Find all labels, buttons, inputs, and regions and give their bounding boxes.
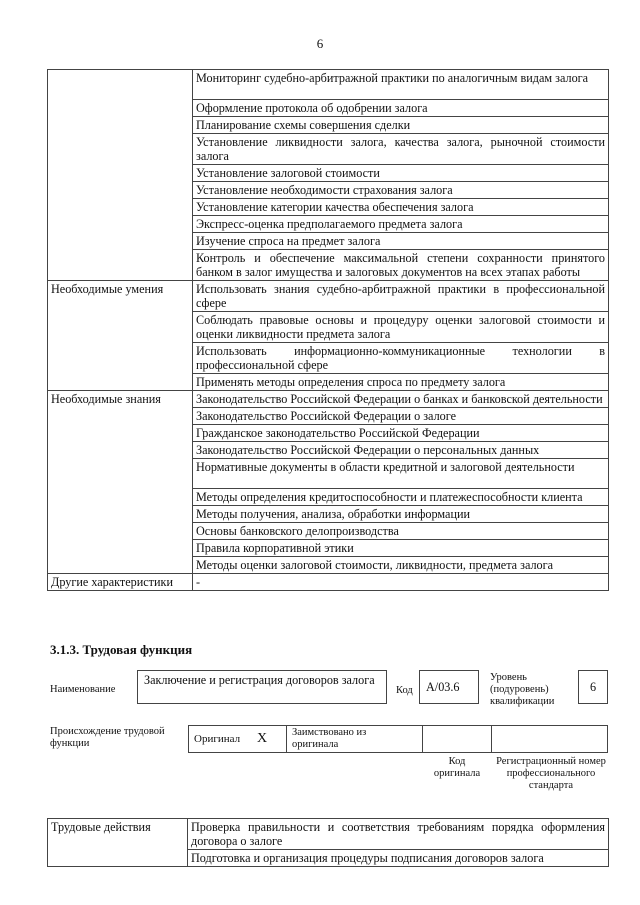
list-item: Применять методы определения спроса по предмету залога	[193, 374, 609, 391]
list-item: Гражданское законодательство Российской Федерации	[193, 425, 609, 442]
actions-table	[47, 818, 609, 867]
list-item: Установление необходимости страхования залога	[193, 182, 609, 199]
name-label: Наименование	[50, 684, 116, 695]
list-item: Использовать знания судебно-арбитражной практики в профессиональной сфере	[193, 281, 609, 312]
list-item: Нормативные документы в области кредитной и залоговой деятельности	[193, 459, 609, 489]
list-item: Методы оценки залоговой стоимости, ликвидности, предмета залога	[193, 557, 609, 574]
list-item: Законодательство Российской Федерации о персональных данных	[193, 442, 609, 459]
other-characteristics-value: -	[193, 574, 609, 591]
list-item: Контроль и обеспечение максимальной степени сохранности принятого банком в залог имущества и залоговых документов на всех этапах работы	[193, 250, 609, 281]
list-item: Установление категории качества обеспечения залога	[193, 199, 609, 216]
list-item: Мониторинг судебно-арбитражной практики по аналогичным видам залога	[193, 70, 609, 100]
list-item: Оформление протокола об одобрении залога	[193, 100, 609, 117]
list-item: Планирование схемы совершения сделки	[193, 117, 609, 134]
borrowed-label: Заимствовано из оригинала	[292, 727, 367, 750]
knowledge-label: Необходимые знания	[48, 391, 193, 574]
list-item: Основы банковского делопроизводства	[193, 523, 609, 540]
list-item: Правила корпоративной этики	[193, 540, 609, 557]
list-item: Законодательство Российской Федерации о залоге	[193, 408, 609, 425]
list-item: Изучение спроса на предмет залога	[193, 233, 609, 250]
competency-table	[47, 69, 609, 591]
list-item: Установление ликвидности залога, качества залога, рыночной стоимости залога	[193, 134, 609, 165]
level-label: Уровень (подуровень) квалификации	[490, 672, 555, 707]
origin-label: Происхождение трудовой функции	[50, 726, 165, 749]
list-item: Установление залоговой стоимости	[193, 165, 609, 182]
list-item: Использовать информационно-коммуникационные технологии в профессиональной сфере	[193, 343, 609, 374]
list-item: Подготовка и организация процедуры подписания договоров залога	[188, 850, 609, 867]
other-characteristics-label: Другие характеристики	[48, 574, 193, 591]
code-value: А/03.6	[419, 670, 479, 704]
list-item: Методы определения кредитоспособности и платежеспособности клиента	[193, 489, 609, 506]
list-item: Законодательство Российской Федерации о банках и банковской деятельности	[193, 391, 609, 408]
original-mark: Х	[257, 731, 268, 746]
reg-number-label: Регистрационный номер профессионального стандарта	[496, 756, 606, 791]
code-label: Код	[396, 685, 413, 696]
skills-label: Необходимые умения	[48, 281, 193, 391]
list-item: Экспресс-оценка предполагаемого предмета залога	[193, 216, 609, 233]
actions-label: Трудовые действия	[48, 819, 188, 867]
level-value: 6	[578, 670, 608, 704]
page-number: 6	[316, 36, 324, 51]
code-original-label: Код оригинала	[433, 756, 481, 779]
list-item: Соблюдать правовые основы и процедуру оценки залоговой стоимости и оценки ликвидности предмета залога	[193, 312, 609, 343]
list-item: Проверка правильности и соответствия требованиям порядка оформления договора о залоге	[188, 819, 609, 850]
section-heading: 3.1.3. Трудовая функция	[50, 642, 193, 657]
list-item: Методы получения, анализа, обработки информации	[193, 506, 609, 523]
function-name-value: Заключение и регистрация договоров залога	[137, 670, 387, 704]
original-label: Оригинал	[194, 733, 241, 745]
